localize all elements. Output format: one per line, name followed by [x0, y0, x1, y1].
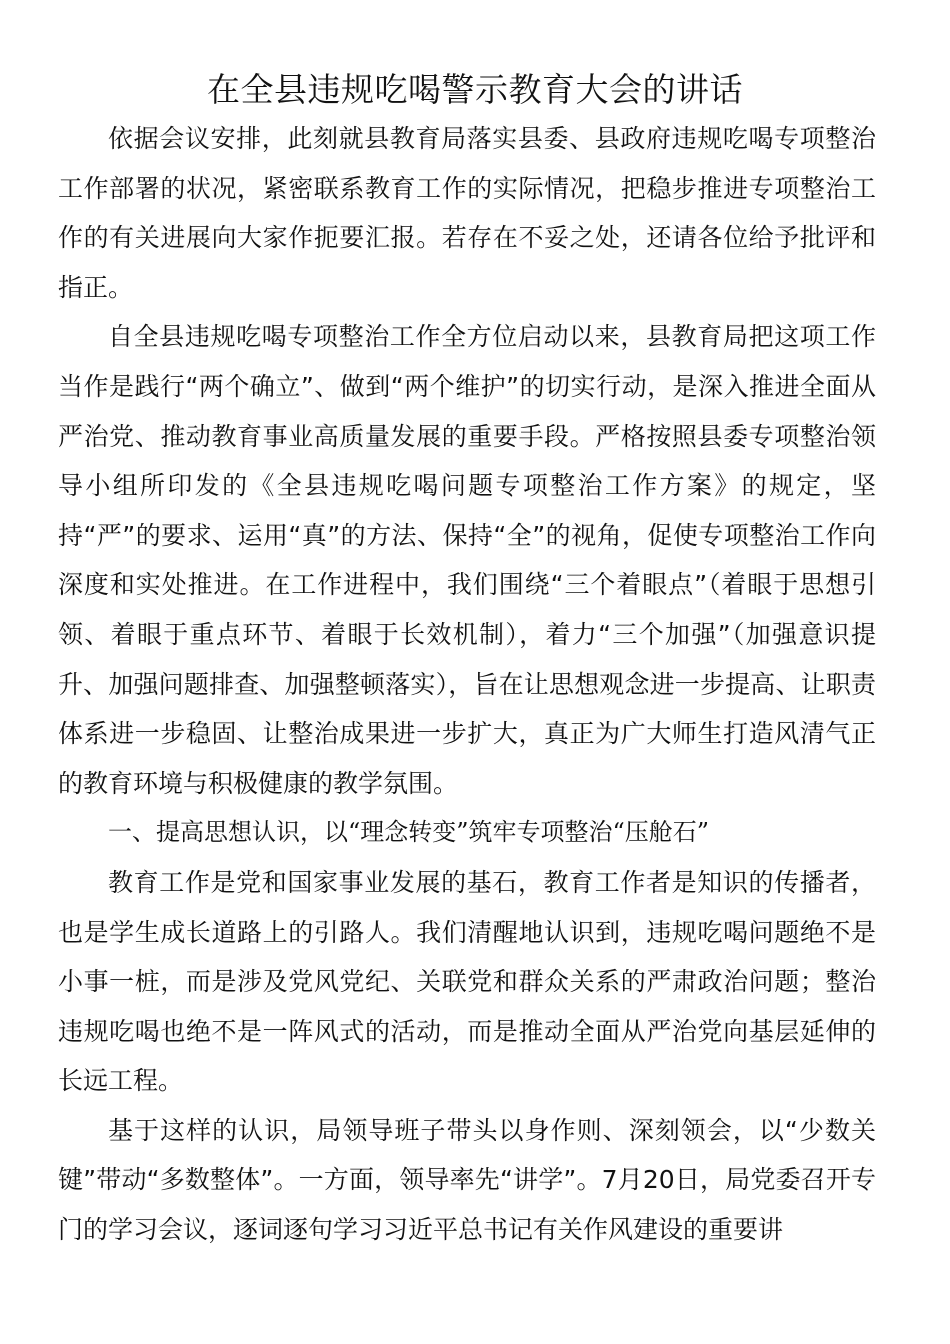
- paragraph-overview: 自全县违规吃喝专项整治工作全方位启动以来，县教育局把这项工作当作是践行“两个确立”、做到“两个维护”的切实行动，是深入推进全面从严治党、推动教育事业高质量发展的重要手段。严格按照县委专项整治领导小组所印发的《全县违规吃喝问题专项整治工作方案》的规定，坚持“严”的要求、运用“真”的方法、保持“全”的视角，促使专项整治工作向深度和实处推进。在工作进程中，我们围绕“三个着眼点”（着眼于思想引领、着眼于重点环节、着眼于长效机制），着力“三个加强”（加强意识提升、加强问题排查、加强整顿落实），旨在让思想观念进一步提高、让职责体系进一步稳固、让整治成果进一步扩大，真正为广大师生打造风清气正的教育环境与积极健康的教学氛围。: [58, 322, 876, 798]
- section-heading: 一、提高思想认识，以“理念转变”筑牢专项整治“压舱石”: [108, 818, 710, 847]
- paragraph-section-2: 基于这样的认识，局领导班子带头以身作则、深刻领会，以“少数关键”带动“多数整体”。一方面，领导率先“讲学”。7月20日，局党委召开专门的学习会议，逐词逐句学习习近平总书记有关作风建设的重要讲: [58, 1115, 876, 1245]
- paragraph-intro: 依据会议安排，此刻就县教育局落实县委、县政府违规吃喝专项整治工作部署的状况，紧密联系教育工作的实际情况，把稳步推进专项整治工作的有关进展向大家作扼要汇报。若存在不妥之处，还请各位给予批评和指正。: [58, 124, 876, 302]
- paragraph-section-1: 教育工作是党和国家事业发展的基石，教育工作者是知识的传播者，也是学生成长道路上的引路人。我们清醒地认识到，违规吃喝问题绝不是小事一桩，而是涉及党风党纪、关联党和群众关系的严肃政治问题；整治违规吃喝也绝不是一阵风式的活动，而是推动全面从严治党向基层延伸的长远工程。: [58, 867, 876, 1096]
- document-body: [58, 114, 876, 1255]
- document-title: 在全县违规吃喝警示教育大会的讲话: [207, 70, 743, 109]
